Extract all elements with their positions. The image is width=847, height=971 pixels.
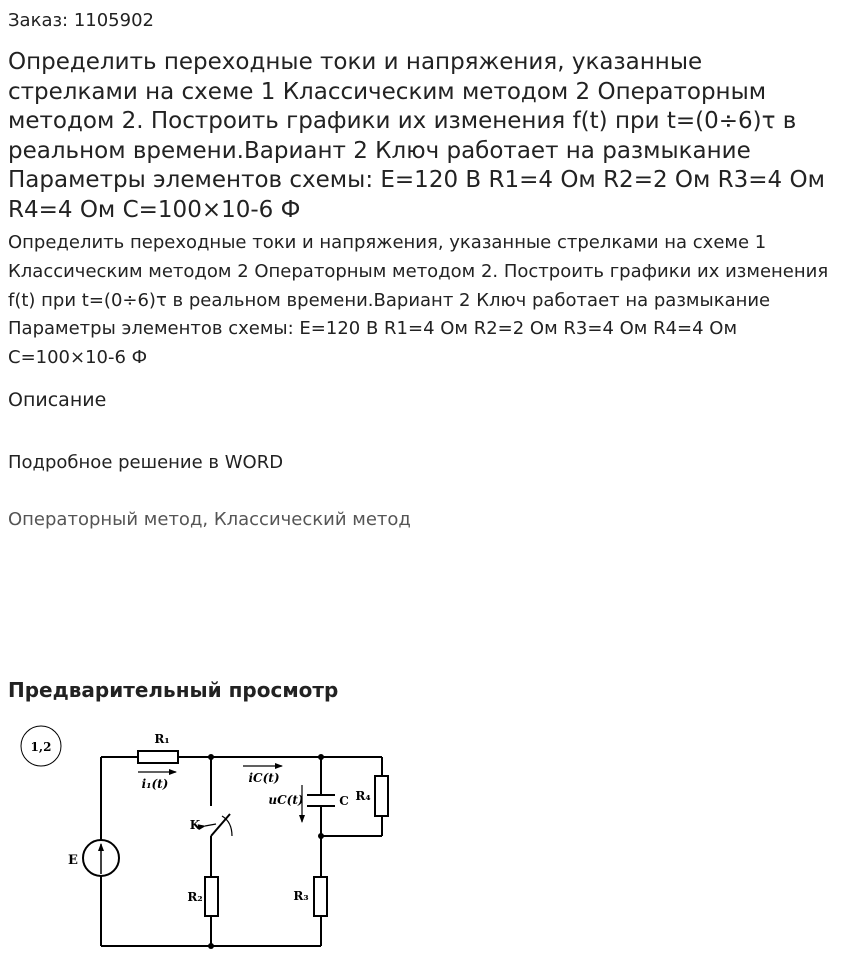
c-label: C: [339, 794, 349, 808]
task-description: Определить переходные токи и напряжения, указанные стрелками на схеме 1 Классическим методом 2 Операторным методом 2. Построить графики их изменения f(t) при t=(0÷6)τ в реальном времени.Вариант 2 Ключ работает на размыкание Параметры элементов схемы: E=120 В R1=4 Ом R2=2 Ом R3=4 Ом R4=4 Ом C=100×10-6 Ф: [8, 232, 829, 369]
current-i1-arrow: [138, 772, 176, 791]
preview-heading: Предварительный просмотр: [8, 678, 339, 702]
order-number: Заказ: 1105902: [8, 10, 154, 31]
voltage-uc-arrow: [268, 785, 303, 822]
voltage-source-e: [68, 840, 119, 876]
r4-label: R₄: [355, 789, 371, 803]
r2-label: R₂: [187, 890, 203, 904]
current-ic-arrow: [243, 766, 282, 785]
r1-label: R₁: [154, 732, 170, 746]
e-label: E: [68, 853, 78, 868]
resistor-r2: [187, 877, 218, 916]
k-label: K: [189, 818, 201, 832]
ic-label: iC(t): [248, 771, 280, 785]
resistor-r3: [293, 877, 327, 916]
tag-separator: ,: [202, 509, 214, 530]
resistor-r4: [355, 776, 388, 816]
page-title: Определить переходные токи и напряжения, указанные стрелками на схеме 1 Классическим методом 2 Операторным методом 2. Построить графики их изменения f(t) при t=(0÷6)τ в реальном времени.Вариант 2 Ключ работает на размыкание Параметры элементов схемы: E=120 В R1=4 Ом R2=2 Ом R3=4 Ом R4=4 Ом C=100×10-6 Ф: [8, 49, 825, 223]
variant-badge-label: 1,2: [30, 740, 52, 754]
description-label: Описание: [8, 389, 107, 411]
resistor-r1: [138, 732, 178, 763]
uc-label: uC(t): [268, 793, 304, 807]
switch-k: [190, 814, 232, 836]
i1-label: i₁(t): [141, 777, 169, 791]
tag-operator-method[interactable]: Операторный метод: [8, 509, 203, 530]
circuit-schematic-image: [0, 718, 420, 971]
tag-list: [8, 508, 411, 532]
capacitor-c: [307, 794, 349, 808]
variant-badge: [21, 726, 61, 766]
r3-label: R₃: [293, 889, 309, 903]
tag-classic-method[interactable]: Классический метод: [213, 509, 411, 530]
solution-note: Подробное решение в WORD: [8, 452, 284, 473]
